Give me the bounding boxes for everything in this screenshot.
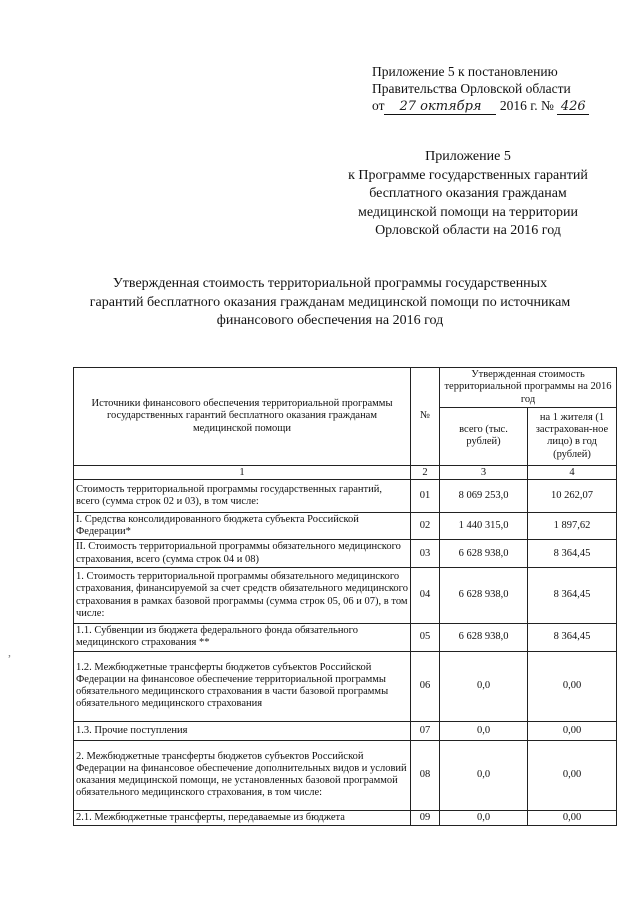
handwritten-number: 426 bbox=[557, 100, 589, 115]
row-source: Стоимость территориальной программы государственных гарантий, всего (сумма строк 02 и 03), в том числе: bbox=[74, 479, 411, 512]
row-number: 02 bbox=[411, 512, 440, 540]
row-source: 2.1. Межбюджетные трансферты, передаваемые из бюджета bbox=[74, 810, 411, 825]
row-per-capita: 0,00 bbox=[528, 810, 617, 825]
attachment-line-2: Правительства Орловской области bbox=[372, 81, 571, 96]
row-number: 03 bbox=[411, 540, 440, 568]
appendix-line-3: бесплатного оказания гражданам bbox=[369, 186, 567, 201]
row-per-capita: 0,00 bbox=[528, 740, 617, 810]
row-total: 0,0 bbox=[440, 740, 528, 810]
header-per-capita: на 1 жителя (1 застрахован-ное лицо) в год (рублей) bbox=[528, 407, 617, 465]
table-row bbox=[74, 624, 617, 652]
row-number: 04 bbox=[411, 568, 440, 624]
row-number: 09 bbox=[411, 810, 440, 825]
index-cell: 2 bbox=[411, 465, 440, 479]
appendix-line-1: Приложение 5 bbox=[425, 149, 511, 164]
row-total: 6 628 938,0 bbox=[440, 624, 528, 652]
financing-table bbox=[73, 367, 617, 826]
title-line-1: Утвержденная стоимость территориальной программы государственных bbox=[112, 276, 548, 291]
row-source: I. Средства консолидированного бюджета субъекта Российской Федерации* bbox=[74, 512, 411, 540]
table-row bbox=[74, 568, 617, 624]
row-source: 2. Межбюджетные трансферты бюджетов субъектов Российской Федерации на финансовое обеспечение дополнительных видов и условий оказания медицинской помощи, не установленных базовой программой обязательного медицинского страхования, в том числе: bbox=[74, 740, 411, 810]
attachment-date-line bbox=[372, 97, 632, 115]
appendix-line-2: к Программе государственных гарантий bbox=[348, 167, 588, 183]
header-source: Источники финансового обеспечения территориальной программы государственных гарантий бесплатного оказания гражданам медицинской помощи bbox=[74, 368, 411, 466]
row-source: 1. Стоимость территориальной программы обязательного медицинского страхования, финансируемой за счет средств обязательного медицинского страхования в рамках базовой программы (сумма строк 05, 06 и 07), в том числе: bbox=[74, 568, 411, 624]
row-per-capita: 8 364,45 bbox=[528, 568, 617, 624]
row-per-capita: 0,00 bbox=[528, 721, 617, 740]
row-per-capita: 8 364,45 bbox=[528, 540, 617, 568]
row-source: II. Стоимость территориальной программы обязательного медицинского страхования, всего (сумма строк 04 и 08) bbox=[74, 540, 411, 568]
table-row bbox=[74, 479, 617, 512]
row-total: 0,0 bbox=[440, 721, 528, 740]
table-row bbox=[74, 740, 617, 810]
year-text: 2016 г. № bbox=[499, 98, 554, 113]
header-row-1 bbox=[74, 368, 617, 408]
title-line-2: гарантий бесплатного оказания гражданам медицинской помощи по источникам bbox=[89, 294, 571, 310]
row-number: 06 bbox=[411, 651, 440, 721]
document-title bbox=[60, 275, 600, 331]
table-row bbox=[74, 810, 617, 825]
row-total: 0,0 bbox=[440, 810, 528, 825]
row-total: 6 628 938,0 bbox=[440, 568, 528, 624]
row-per-capita: 1 897,62 bbox=[528, 512, 617, 540]
index-row bbox=[74, 465, 617, 479]
header-approved-cost: Утвержденная стоимость территориальной программы на 2016 год bbox=[440, 368, 617, 408]
row-source: 1.2. Межбюджетные трансферты бюджетов субъектов Российской Федерации на финансовое обеспечение территориальной программы обязательного медицинского страхования в части базовой программы обязательного медицинского страхования bbox=[74, 651, 411, 721]
index-cell: 1 bbox=[74, 465, 411, 479]
index-cell: 4 bbox=[528, 465, 617, 479]
date-prefix: от bbox=[372, 98, 385, 113]
table-row bbox=[74, 540, 617, 568]
row-total: 6 628 938,0 bbox=[440, 540, 528, 568]
row-number: 05 bbox=[411, 624, 440, 652]
appendix-line-4: медицинской помощи на территории bbox=[357, 204, 579, 220]
row-source: 1.3. Прочие поступления bbox=[74, 721, 411, 740]
row-per-capita: 0,00 bbox=[528, 651, 617, 721]
handwritten-date: 27 октября bbox=[384, 100, 496, 115]
row-number: 08 bbox=[411, 740, 440, 810]
row-total: 1 440 315,0 bbox=[440, 512, 528, 540]
margin-mark: , bbox=[8, 645, 11, 659]
table-row bbox=[74, 721, 617, 740]
table-row bbox=[74, 651, 617, 721]
row-number: 07 bbox=[411, 721, 440, 740]
appendix-line-5: Орловской области на 2016 год bbox=[375, 223, 561, 238]
financing-table-body bbox=[74, 368, 617, 826]
attachment-line-1: Приложение 5 к постановлению bbox=[372, 64, 558, 79]
table-row bbox=[74, 512, 617, 540]
row-total: 0,0 bbox=[440, 651, 528, 721]
header-total: всего (тыс. рублей) bbox=[440, 407, 528, 465]
index-cell: 3 bbox=[440, 465, 528, 479]
row-per-capita: 8 364,45 bbox=[528, 624, 617, 652]
header-number: № bbox=[411, 368, 440, 466]
attachment-header bbox=[372, 63, 632, 115]
row-source: 1.1. Субвенции из бюджета федерального фонда обязательного медицинского страхования ** bbox=[74, 624, 411, 652]
row-number: 01 bbox=[411, 479, 440, 512]
row-total: 8 069 253,0 bbox=[440, 479, 528, 512]
row-per-capita: 10 262,07 bbox=[528, 479, 617, 512]
title-line-3: финансового обеспечения на 2016 год bbox=[216, 313, 444, 328]
appendix-header bbox=[318, 148, 618, 241]
